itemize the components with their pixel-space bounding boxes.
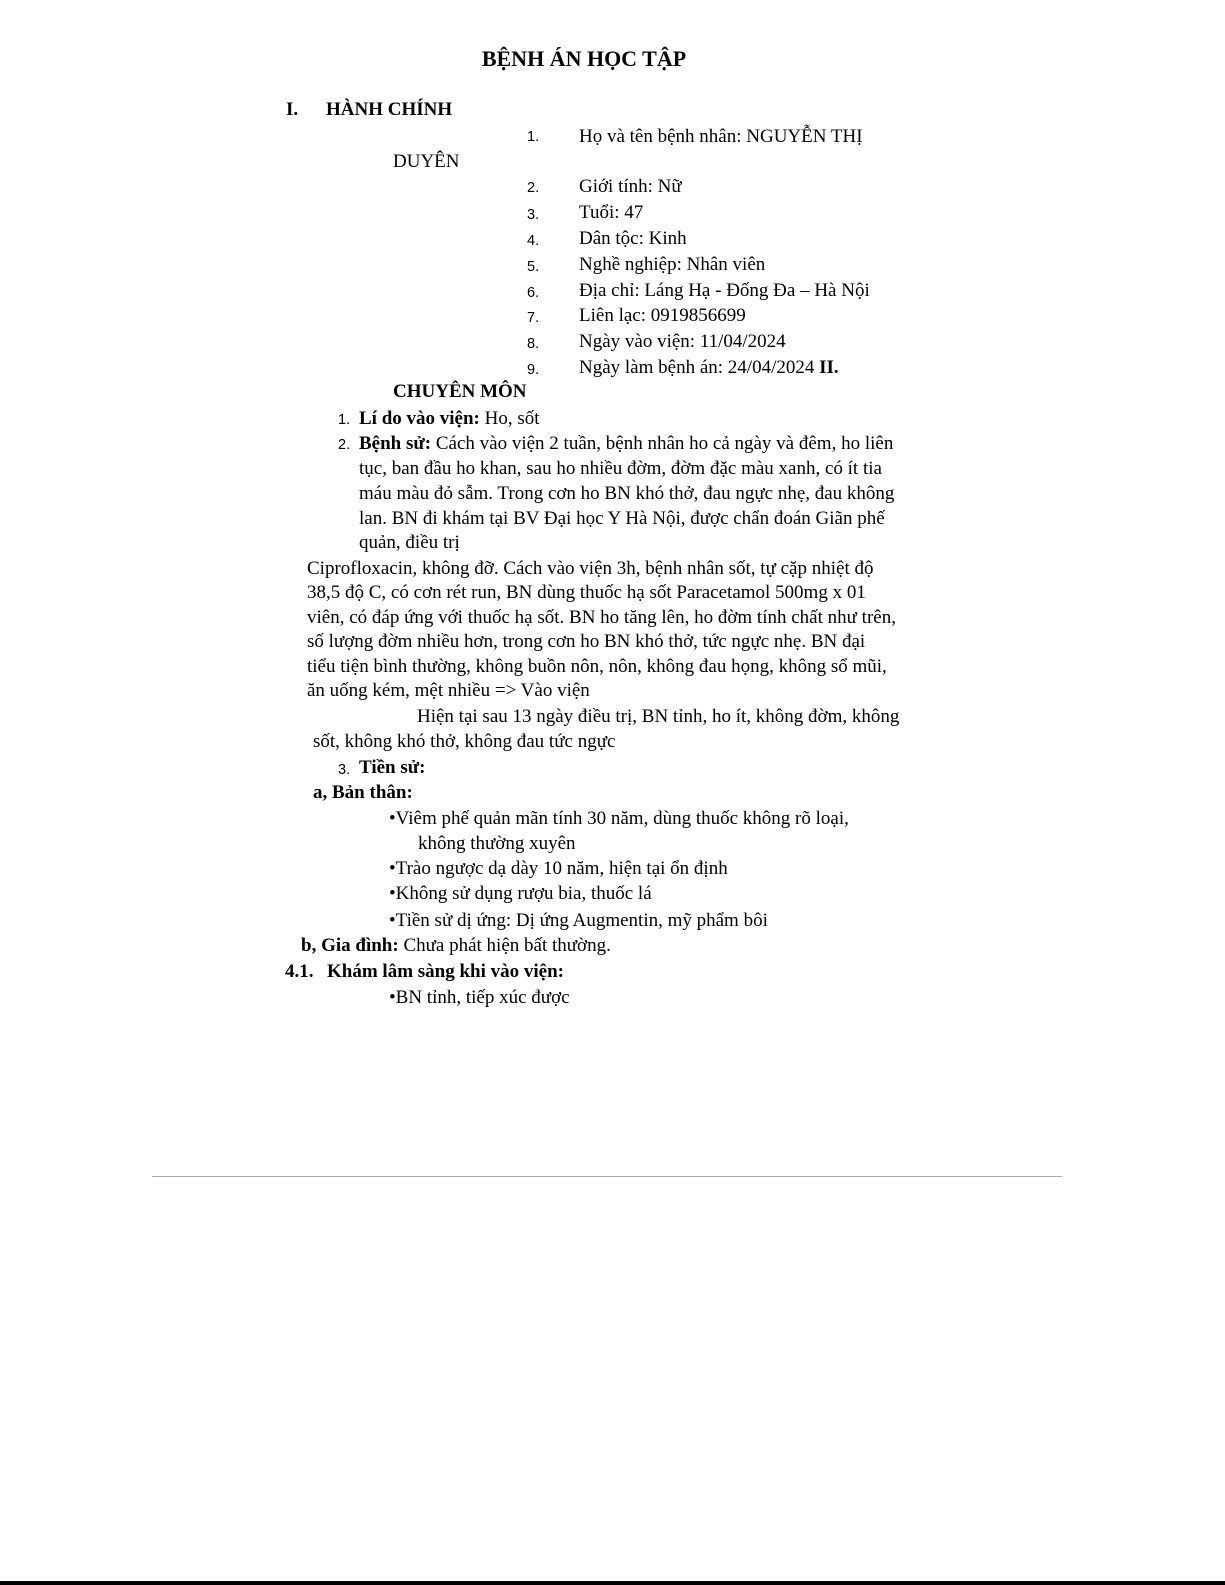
document-title: BỆNH ÁN HỌC TẬP	[481, 46, 687, 71]
self-history-item-1: •Viêm phế quản mãn tính 30 năm, dùng thuốc không rõ loại,	[389, 808, 849, 829]
admin-item-1-number: 1.	[527, 129, 540, 145]
bullet-icon: •	[389, 987, 396, 1008]
history-text-1: Cách vào viện 2 tuần, bệnh nhân ho cả ngày và đêm, ho liên	[431, 433, 894, 454]
history-line-8: viên, có đáp ứng với thuốc hạ sốt. BN ho tăng lên, ho đờm tính chất như trên,	[307, 607, 896, 628]
admin-item-record-date: Ngày làm bệnh án: 24/04/2024	[579, 357, 815, 378]
bottom-edge-line	[0, 1581, 1225, 1585]
admin-item-gender: Giới tính: Nữ	[579, 176, 682, 197]
family-history-line	[301, 935, 611, 957]
history-line-6: Ciprofloxacin, không đỡ. Cách vào viện 3h, bệnh nhân sốt, tự cặp nhiệt độ	[307, 558, 874, 579]
current-status-line-2: sốt, không khó thở, không đau tức ngực	[313, 731, 616, 752]
past-history-label: Tiền sử:	[359, 757, 426, 778]
history-line-9: số lượng đờm nhiều hơn, trong cơn ho BN khó thở, tức ngực nhẹ. BN đại	[307, 631, 866, 652]
admin-item-2-number: 2.	[527, 180, 540, 196]
admin-item-contact: Liên lạc: 0919856699	[579, 305, 746, 326]
reason-line	[359, 408, 540, 430]
history-line-10: tiểu tiện bình thường, không buồn nôn, nôn, không đau họng, không sổ mũi,	[307, 656, 887, 677]
history-number: 2.	[338, 437, 351, 453]
self-history-item-2: •Trào ngược dạ dày 10 năm, hiện tại ổn định	[389, 858, 728, 879]
self-history-label: a, Bản thân:	[313, 782, 413, 803]
reason-number: 1.	[338, 412, 351, 428]
admin-item-3-number: 3.	[527, 207, 540, 223]
exam-item-1: •BN tỉnh, tiếp xúc được	[389, 987, 570, 1008]
history-line-5: quản, điều trị	[359, 532, 460, 553]
history-label: Bệnh sử:	[359, 433, 432, 454]
section-1-heading: HÀNH CHÍNH	[326, 99, 453, 120]
self-history-item-4: •Tiền sử dị ứng: Dị ứng Augmentin, mỹ phẩm bôi	[389, 910, 768, 931]
history-line-11: ăn uống kém, mệt nhiều => Vào viện	[307, 680, 590, 701]
section-1-number: I.	[286, 99, 299, 120]
history-line-3: máu màu đỏ sẫm. Trong cơn ho BN khó thở, đau ngực nhẹ, đau không	[359, 483, 895, 504]
history-line-4: lan. BN đi khám tại BV Đại học Y Hà Nội, được chẩn đoán Giãn phế	[359, 508, 885, 529]
section-2-heading: CHUYÊN MÔN	[393, 381, 527, 402]
admin-item-5-number: 5.	[527, 259, 540, 275]
history-line-7: 38,5 độ C, có cơn rét run, BN dùng thuốc hạ sốt Paracetamol 500mg x 01	[307, 582, 866, 603]
admin-item-ethnicity: Dân tộc: Kinh	[579, 228, 687, 249]
past-history-number: 3.	[338, 762, 351, 778]
family-history-label: b, Gia đình:	[301, 935, 399, 956]
self-history-item-3: •Không sử dụng rượu bia, thuốc lá	[389, 883, 652, 904]
admin-item-admission-date: Ngày vào viện: 11/04/2024	[579, 331, 786, 352]
current-status-line-1: Hiện tại sau 13 ngày điều trị, BN tỉnh, ho ít, không đờm, không	[417, 706, 900, 727]
admin-item-4-number: 4.	[527, 233, 540, 249]
reason-label: Lí do vào viện:	[359, 408, 480, 429]
history-line-1	[359, 433, 893, 455]
history-line-2: tục, ban đầu ho khan, sau ho nhiều đờm, đờm đặc màu xanh, có ít tia	[359, 458, 882, 479]
bullet-icon: •	[389, 858, 396, 879]
admin-item-patient-name: Họ và tên bệnh nhân: NGUYỄN THỊ	[579, 126, 863, 147]
family-history-text: Chưa phát hiện bất thường.	[398, 935, 611, 956]
bullet-icon: •	[389, 808, 396, 829]
section-2-number: II.	[819, 357, 839, 378]
page-divider	[152, 1176, 1062, 1177]
exam-label: Khám lâm sàng khi vào viện:	[327, 961, 565, 982]
admin-item-record-date-line	[579, 357, 839, 379]
admin-item-6-number: 6.	[527, 285, 540, 301]
self-history-item-1-continuation: không thường xuyên	[418, 833, 576, 854]
admin-item-occupation: Nghề nghiệp: Nhân viên	[579, 254, 766, 275]
admin-item-age: Tuổi: 47	[579, 202, 644, 223]
admin-item-patient-name-continuation: DUYÊN	[393, 151, 460, 172]
bullet-icon: •	[389, 910, 396, 931]
admin-item-9-number: 9.	[527, 362, 540, 378]
admin-item-8-number: 8.	[527, 336, 540, 352]
admin-item-7-number: 7.	[527, 310, 540, 326]
reason-text: Ho, sốt	[479, 408, 540, 429]
exam-number: 4.1.	[285, 961, 314, 982]
bullet-icon: •	[389, 883, 396, 904]
admin-item-address: Địa chỉ: Láng Hạ - Đống Đa – Hà Nội	[579, 280, 870, 301]
